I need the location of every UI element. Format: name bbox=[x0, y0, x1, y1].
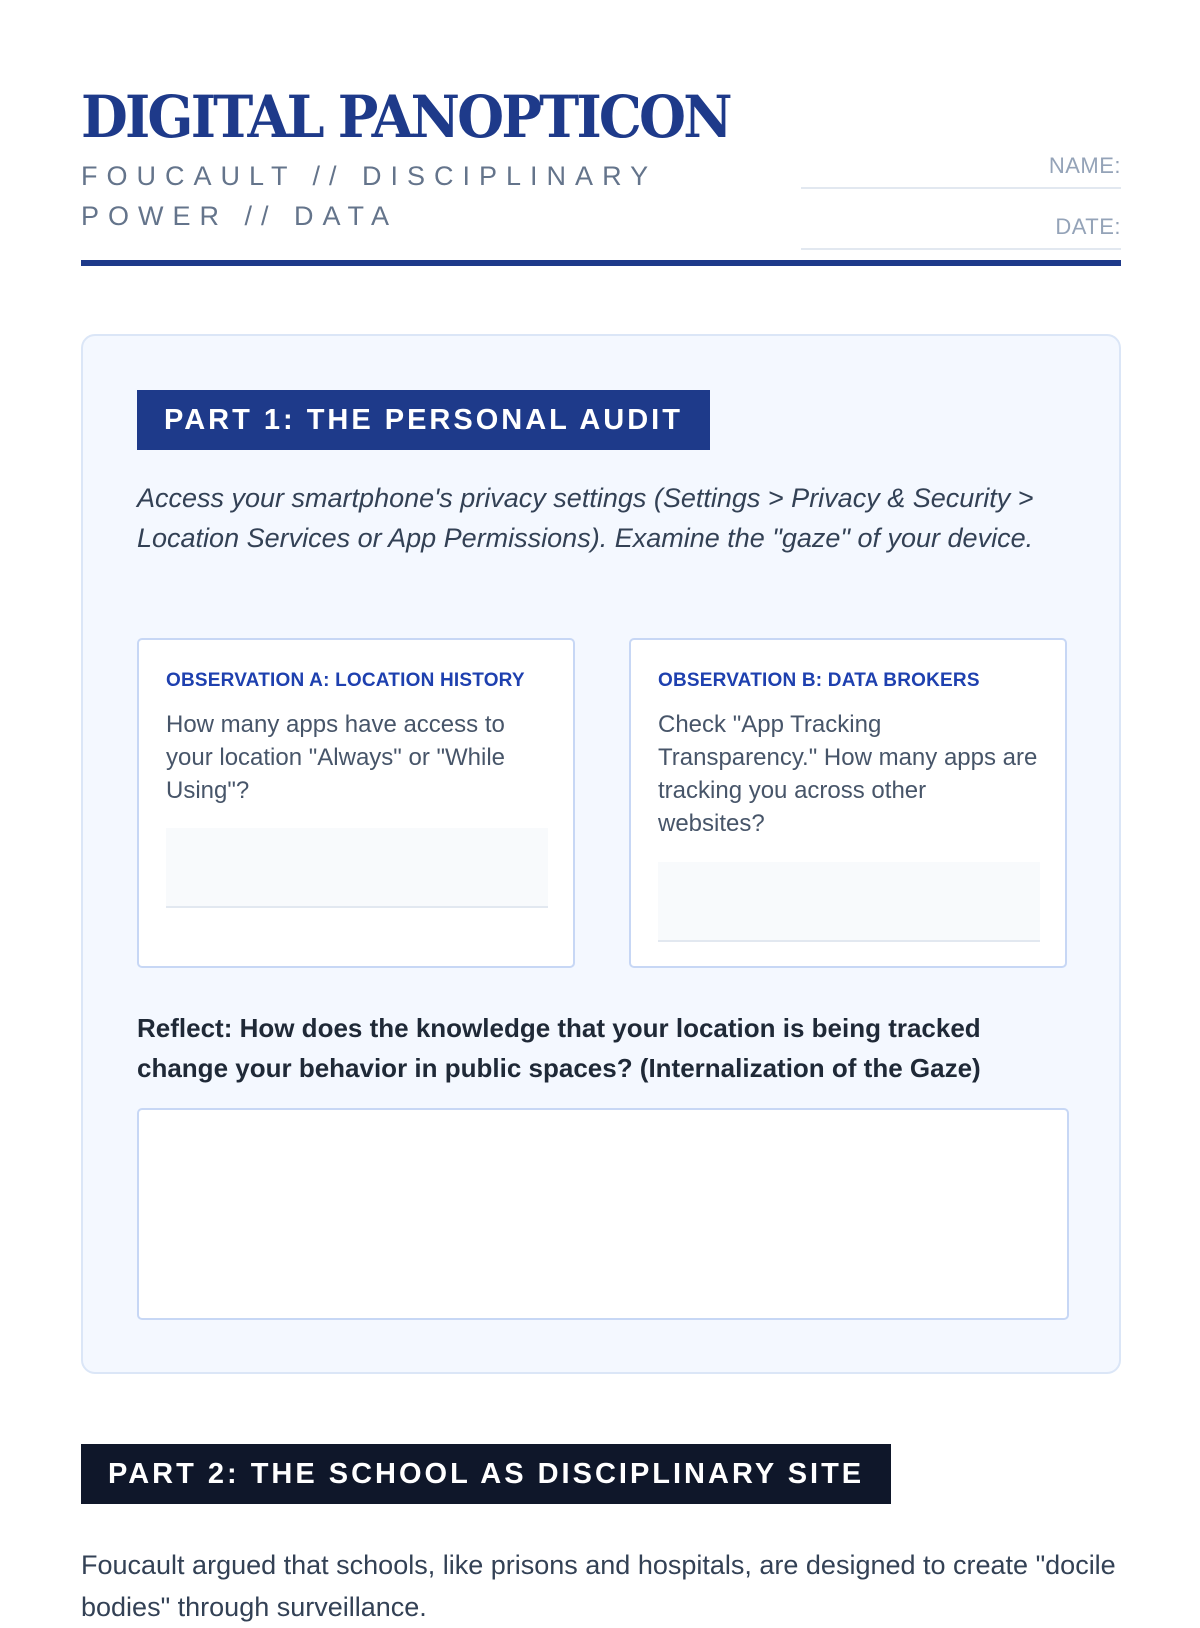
observation-a-prompt: How many apps have access to your location "Always" or "While Using"? bbox=[166, 711, 506, 804]
worksheet-header bbox=[81, 0, 1121, 268]
date-field[interactable] bbox=[801, 189, 1121, 250]
name-field[interactable] bbox=[801, 128, 1121, 189]
observation-b-card bbox=[629, 638, 1067, 968]
part2-heading: PART 2: THE SCHOOL AS DISCIPLINARY SITE bbox=[81, 1444, 891, 1504]
part1-panel bbox=[81, 334, 1121, 1374]
observation-a-answer[interactable] bbox=[166, 828, 548, 908]
worksheet-title: DIGITAL PANOPTICON bbox=[81, 83, 730, 151]
date-label: DATE: bbox=[1055, 214, 1121, 239]
worksheet-page bbox=[81, 0, 1121, 1622]
observation-a-card bbox=[137, 638, 575, 968]
part1-heading: PART 1: THE PERSONAL AUDIT bbox=[137, 390, 710, 450]
worksheet-subtitle: FOUCAULT // DISCIPLINARY POWER // DATA bbox=[81, 161, 657, 231]
reflect-answer-box[interactable] bbox=[137, 1108, 1069, 1320]
observation-a-title: OBSERVATION A: LOCATION HISTORY bbox=[166, 670, 525, 691]
student-info bbox=[801, 128, 1121, 250]
header-divider bbox=[81, 260, 1121, 266]
observation-b-title: OBSERVATION B: DATA BROKERS bbox=[658, 670, 980, 691]
part1-intro: Access your smartphone's privacy settings (Settings > Privacy & Security > Location Services or App Permissions). Examine the "gaze" of your device. bbox=[137, 483, 1034, 553]
name-label: NAME: bbox=[1048, 153, 1121, 178]
observation-b-prompt: Check "App Tracking Transparency." How many apps are tracking you across other websites? bbox=[658, 711, 1038, 837]
reflect-question: Reflect: How does the knowledge that your location is being tracked change your behavior in public spaces? (Internalization of the Gaze) bbox=[137, 1013, 981, 1083]
part2-intro: Foucault argued that schools, like prisons and hospitals, are designed to create "docile bodies" through surveillance. bbox=[81, 1550, 1116, 1622]
observation-b-answer[interactable] bbox=[658, 862, 1040, 942]
